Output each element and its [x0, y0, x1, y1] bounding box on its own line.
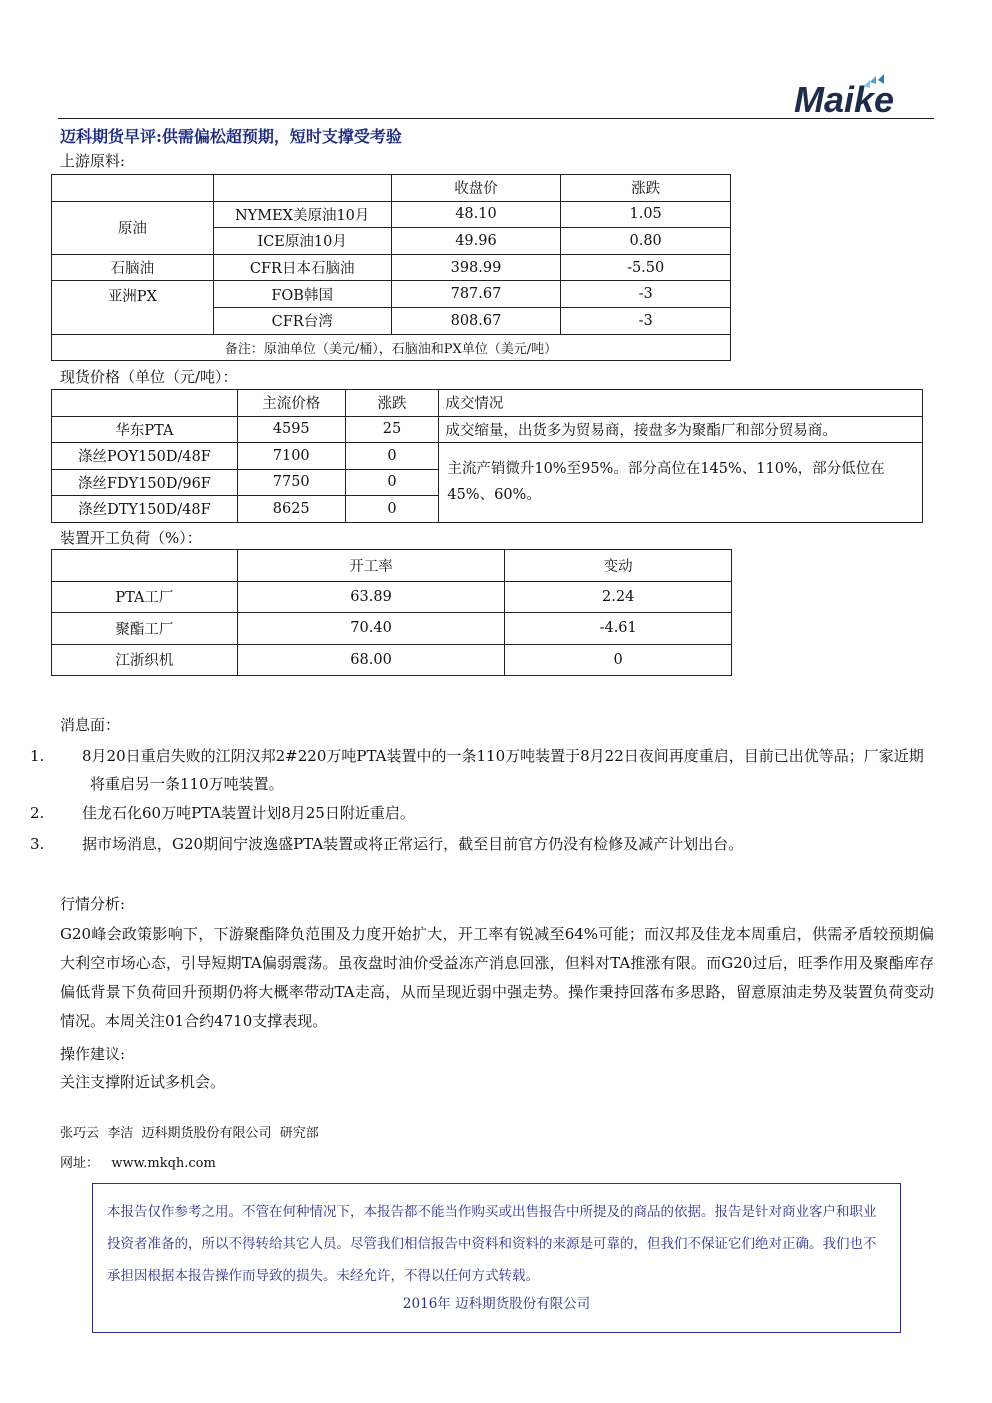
change-cell: 0 — [345, 469, 439, 496]
table-row — [52, 644, 732, 676]
news-number: 1. — [30, 747, 45, 765]
header-cell: 变动 — [505, 550, 732, 582]
analysis-text: G20峰会政策影响下，下游聚酯降负范围及力度开始扩大，开工率有锐减至64%可能；而汉邦及佳龙本周重启，供需矛盾较预期偏大利空市场心态，引导短期TA偏弱震荡。虽夜盘时油价受益冻产消息回涨，但料对TA推涨有限。而G20过后，旺季作用及聚酯库存偏低背景下负荷回升预期仍将大概率带动TA走高，从而呈现近弱中强走势。操作秉持回落布多思路，留意原油走势及装置负荷变动情况。本周关注01合约4710支撑表现。 — [60, 925, 934, 1030]
deal-cell: 成交缩量，出货多为贸易商，接盘多为聚酯厂和部分贸易商。 — [439, 416, 923, 443]
news-text: 佳龙石化60万吨PTA装置计划8月25日附近重启。 — [82, 804, 415, 822]
group-cell: 原油 — [52, 201, 214, 254]
change-cell: -3 — [561, 307, 731, 334]
change-cell: -5.50 — [561, 254, 731, 281]
header-cell: 成交情况 — [439, 390, 923, 417]
close-cell: 49.96 — [391, 228, 561, 255]
change-cell: 0 — [345, 443, 439, 470]
change-cell: 0.80 — [561, 228, 731, 255]
header-cell: 收盘价 — [391, 175, 561, 202]
advice-text: 关注支撑附近试多机会。 — [60, 1073, 226, 1091]
price-cell: 8625 — [237, 496, 345, 523]
table-note-row — [52, 334, 731, 361]
header-divider — [58, 118, 934, 119]
table-header-row — [52, 390, 923, 417]
table-row — [52, 581, 732, 613]
price-cell: 7750 — [237, 469, 345, 496]
item-cell: FOB韩国 — [213, 281, 391, 308]
author-line: 张巧云 李洁 迈科期货股份有限公司 研究部 — [60, 1126, 319, 1141]
table-row — [52, 613, 732, 645]
header-cell — [52, 175, 214, 202]
change-cell: 0 — [505, 644, 732, 676]
product-cell: 涤丝FDY150D/96F — [52, 469, 238, 496]
change-cell: 2.24 — [505, 581, 732, 613]
plant-cell: PTA工厂 — [52, 581, 238, 613]
close-cell: 787.67 — [391, 281, 561, 308]
header-cell: 涨跌 — [345, 390, 439, 417]
unit-note: 备注：原油单位（美元/桶），石脑油和PX单位（美元/吨） — [52, 334, 731, 361]
table-row — [52, 443, 923, 470]
header-cell: 主流价格 — [237, 390, 345, 417]
change-cell: -4.61 — [505, 613, 732, 645]
analysis-label: 行情分析: — [60, 895, 126, 913]
header-cell — [52, 550, 238, 582]
product-cell: 涤丝DTY150D/48F — [52, 496, 238, 523]
upstream-label: 上游原料: — [60, 152, 126, 170]
header-cell — [213, 175, 391, 202]
change-cell: 1.05 — [561, 201, 731, 228]
price-cell: 7100 — [237, 443, 345, 470]
rate-cell: 68.00 — [237, 644, 505, 676]
change-cell: -3 — [561, 281, 731, 308]
advice-label: 操作建议: — [60, 1045, 126, 1063]
news-item — [30, 830, 934, 858]
disclaimer-footer: 2016年 迈科期货股份有限公司 — [402, 1296, 591, 1312]
close-cell: 808.67 — [391, 307, 561, 334]
news-text: 据市场消息，G20期间宁波逸盛PTA装置或将正常运行，截至目前官方仍没有检修及减产计划出台。 — [82, 835, 744, 853]
deal-cell: 主流产销微升10%至95%。部分高位在145%、110%，部分低位在45%、60%。 — [439, 443, 923, 523]
upstream-table — [51, 174, 731, 361]
news-number: 3. — [30, 835, 45, 853]
close-cell: 48.10 — [391, 201, 561, 228]
header-cell — [52, 390, 238, 417]
rate-cell: 70.40 — [237, 613, 505, 645]
item-cell: NYMEX美原油10月 — [213, 201, 391, 228]
website-line: 网址： www.mkqh.com — [60, 1156, 216, 1171]
spot-table — [51, 389, 923, 523]
group-cell: 石脑油 — [52, 254, 214, 281]
table-row — [52, 281, 731, 308]
plant-cell: 聚酯工厂 — [52, 613, 238, 645]
header-cell: 开工率 — [237, 550, 505, 582]
item-cell: ICE原油10月 — [213, 228, 391, 255]
news-number: 2. — [30, 804, 45, 822]
item-cell: CFR日本石脑油 — [213, 254, 391, 281]
news-label: 消息面： — [60, 716, 121, 734]
header-cell: 涨跌 — [561, 175, 731, 202]
news-item — [30, 742, 934, 798]
product-cell: 华东PTA — [52, 416, 238, 443]
close-cell: 398.99 — [391, 254, 561, 281]
plant-cell: 江浙织机 — [52, 644, 238, 676]
disclaimer-box — [92, 1183, 901, 1333]
news-item — [30, 799, 934, 827]
change-cell: 25 — [345, 416, 439, 443]
spot-label: 现货价格（单位（元/吨）： — [60, 368, 238, 386]
table-row — [52, 416, 923, 443]
logo-text: Maike — [794, 79, 895, 118]
report-title: 迈科期货早评:供需偏松超预期，短时支撑受考验 — [60, 127, 402, 146]
change-cell: 0 — [345, 496, 439, 523]
disclaimer-text: 本报告仅作参考之用。不管在何种情况下，本报告都不能当作购买或出售报告中所提及的商品的依据。报告是针对商业客户和职业投资者准备的，所以不得转给其它人员。尽管我们相信报告中资料和资料的来源是可靠的，但我们不保证它们绝对正确。我们也不承担因根据本报告操作而导致的损失。未经允许，不得以任何方式转载。 — [107, 1204, 877, 1284]
item-cell: CFR台湾 — [213, 307, 391, 334]
table-header-row — [52, 175, 731, 202]
load-label: 装置开工负荷（%）： — [60, 529, 202, 547]
rate-cell: 63.89 — [237, 581, 505, 613]
load-table — [51, 549, 732, 676]
price-cell: 4595 — [237, 416, 345, 443]
news-text: 8月20日重启失败的江阴汉邦2#220万吨PTA装置中的一条110万吨装置于8月22日夜间再度重启，目前已出优等品；厂家近期将重启另一条110万吨装置。 — [82, 747, 924, 793]
group-cell: 亚洲PX — [52, 281, 214, 334]
product-cell: 涤丝POY150D/48F — [52, 443, 238, 470]
table-row — [52, 254, 731, 281]
table-header-row — [52, 550, 732, 582]
company-logo — [790, 72, 932, 118]
table-row — [52, 201, 731, 228]
